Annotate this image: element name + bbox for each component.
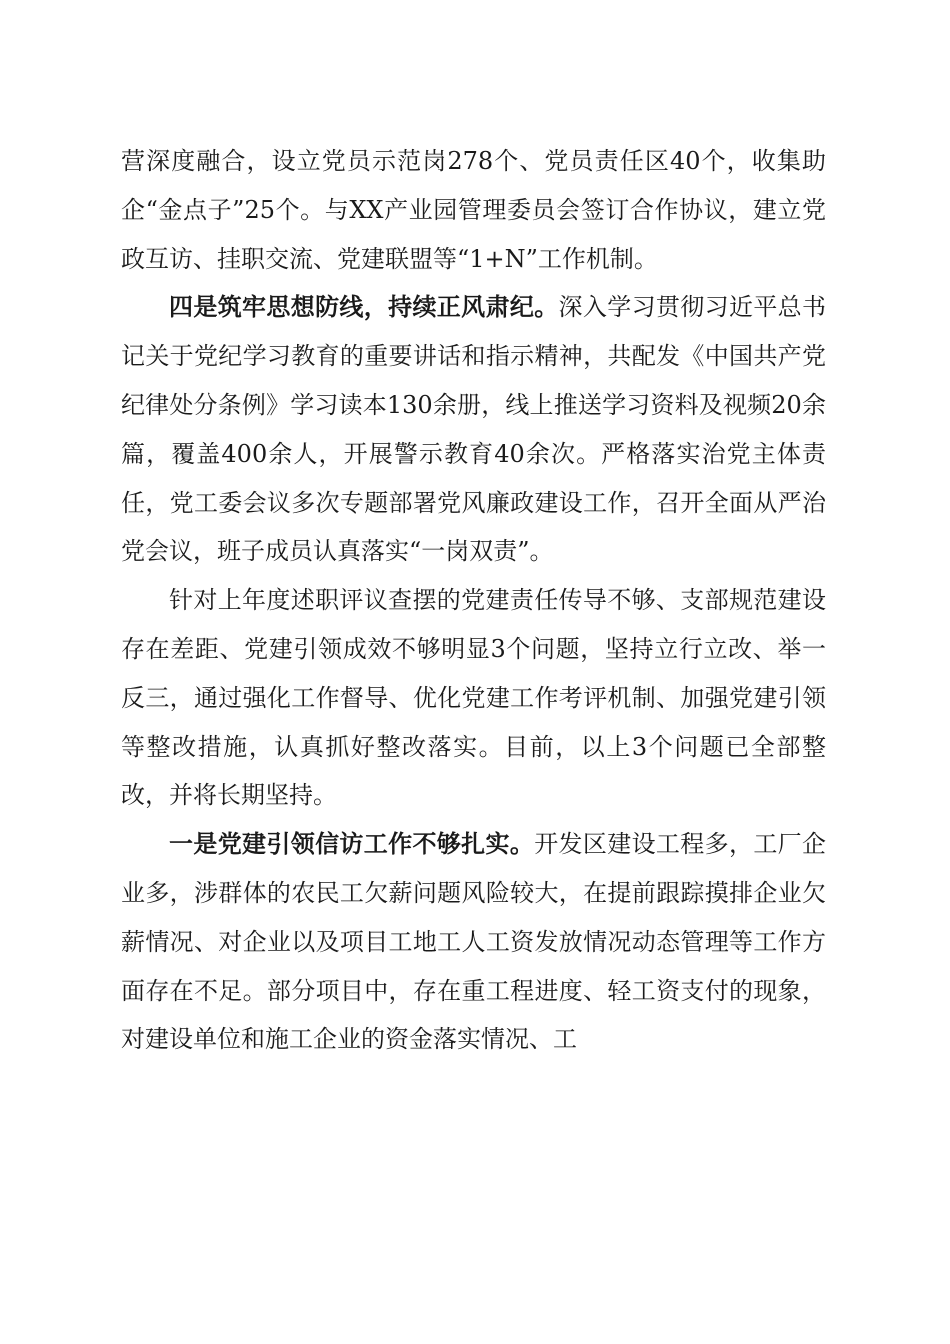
paragraph-four: [121, 283, 826, 576]
document-body: [121, 137, 826, 1064]
paragraph-one: [121, 820, 826, 1064]
paragraph-text: 营深度融合，设立党员示范岗278个、党员责任区40个，收集助企“金点子”25个。与XX产业园管理委员会签订合作协议，建立党政互访、挂职交流、党建联盟等“1+N”工作机制。: [121, 147, 826, 273]
paragraph-text: 开发区建设工程多，工厂企业多，涉群体的农民工欠薪问题风险较大，在提前跟踪摸排企业欠薪情况、对企业以及项目工地工人工资发放情况动态管理等工作方面存在不足。部分项目中，存在重工程进度、轻工资支付的现象，对建设单位和施工企业的资金落实情况、工: [121, 830, 827, 1054]
paragraph-text: 针对上年度述职评议查摆的党建责任传导不够、支部规范建设存在差距、党建引领成效不够明显3个问题，坚持立行立改、举一反三，通过强化工作督导、优化党建工作考评机制、加强党建引领等整改措施，认真抓好整改落实。目前，以上3个问题已全部整改，并将长期坚持。: [121, 586, 826, 810]
paragraph-continuation: [121, 137, 826, 283]
paragraph-text: 深入学习贯彻习近平总书记关于党纪学习教育的重要讲话和指示精神，共配发《中国共产党纪律处分条例》学习读本130余册，线上推送学习资料及视频20余篇，覆盖400余人，开展警示教育40余次。严格落实治党主体责任，党工委会议多次专题部署党风廉政建设工作，召开全面从严治党会议，班子成员认真落实“一岗双责”。: [121, 293, 827, 566]
paragraph-lead: 四是筑牢思想防线，持续正风肃纪。: [169, 292, 559, 322]
paragraph-lead: 一是党建引领信访工作不够扎实。: [169, 829, 535, 859]
paragraph-rectification: [121, 576, 826, 820]
